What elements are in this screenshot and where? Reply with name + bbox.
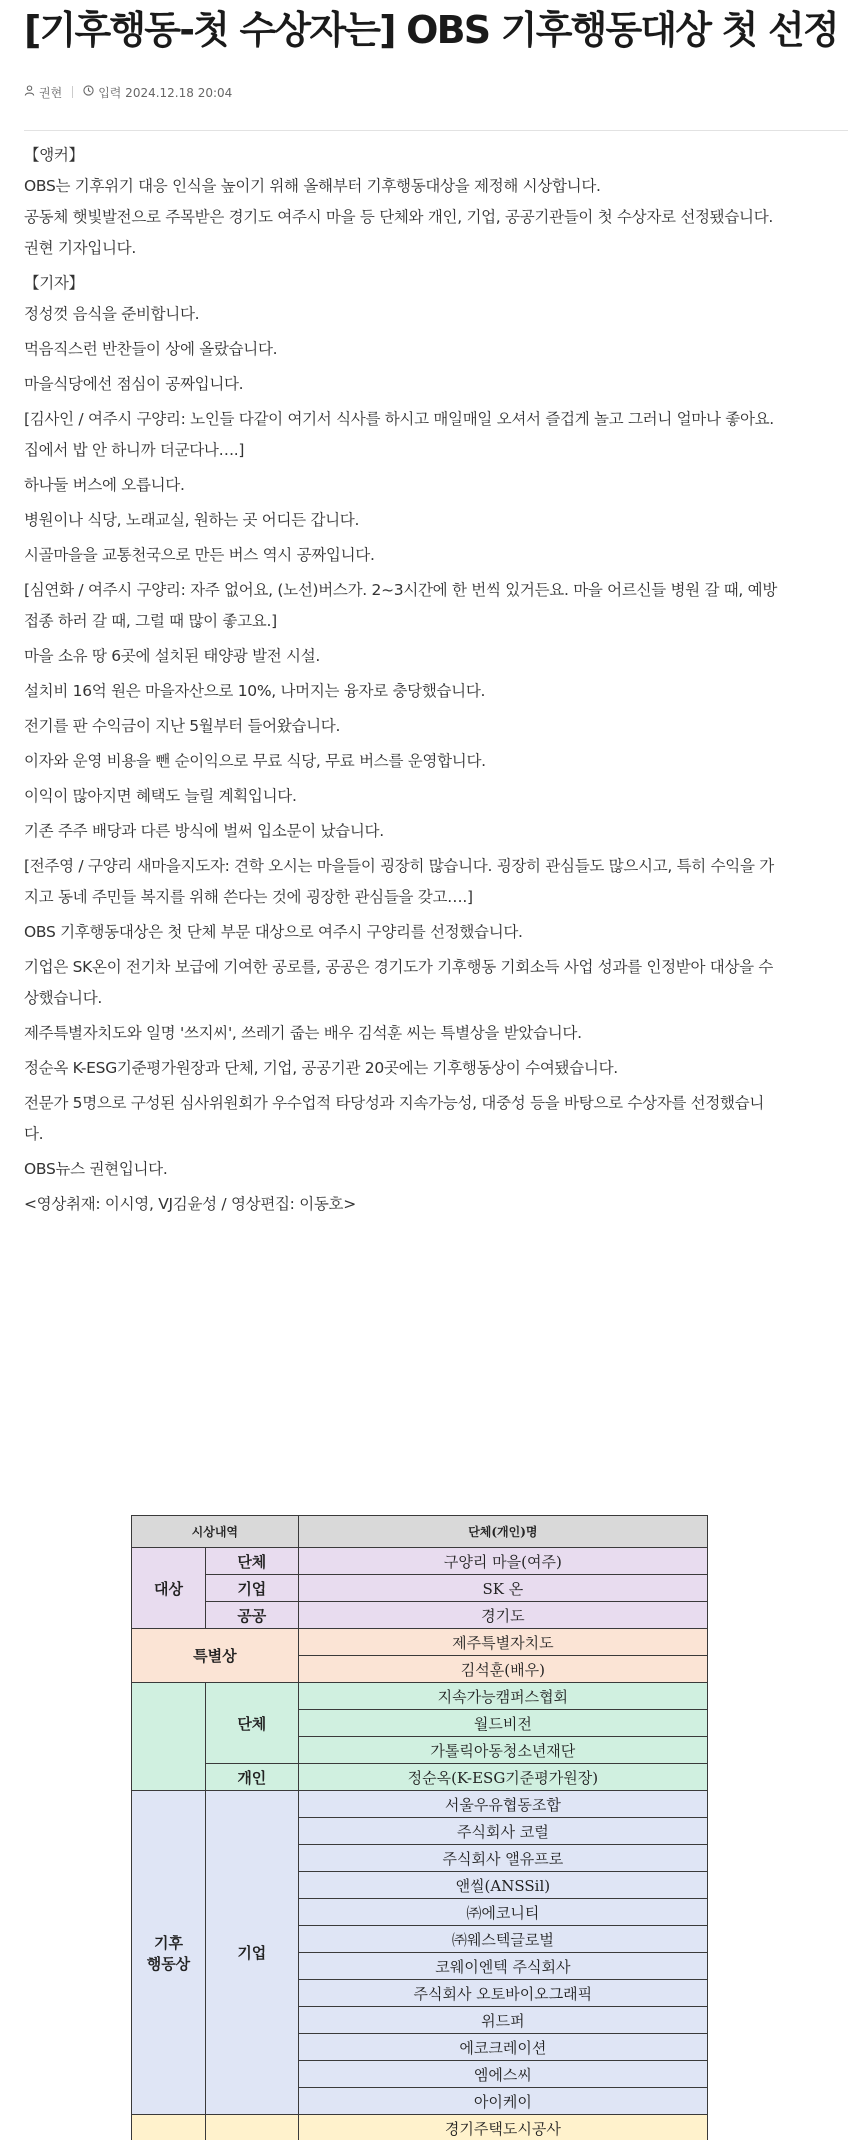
article-paragraph: 하나둘 버스에 오릅니다. [24, 476, 185, 494]
article-title: [기후행동-첫 수상자는] OBS 기후행동대상 첫 선정 [24, 8, 838, 52]
subcategory-public: 공공 [205, 1602, 298, 1629]
author-name[interactable]: 권현 [39, 85, 63, 100]
winner-name: 제주특별자치도 [298, 1629, 707, 1656]
meta-divider [72, 86, 73, 98]
article-paragraph: 다. [24, 1125, 44, 1143]
winner-name: 가톨릭아동청소년재단 [298, 1737, 707, 1764]
winner-name: ㈜웨스텍글로벌 [298, 1926, 707, 1953]
article-paragraph: 지고 동네 주민들 복지를 위해 쓴다는 것에 굉장한 관심들을 갖고….] [24, 888, 473, 906]
article-paragraph: 접종 하러 갈 때, 그럴 때 많이 좋고요.] [24, 612, 277, 630]
article-paragraph: 이자와 운영 비용을 뺀 순이익으로 무료 식당, 무료 버스를 운영합니다. [24, 752, 486, 770]
article-paragraph: [심연화 / 여주시 구양리: 자주 없어요, (노선)버스가. 2~3시간에 한 번씩 있거든요. 마을 어르신들 병원 갈 때, 예방 [24, 581, 778, 599]
clock-icon [83, 85, 94, 99]
winner-name: 엠에스씨 [298, 2061, 707, 2088]
article-paragraph: 권현 기자입니다. [24, 239, 136, 257]
header-divider [24, 130, 848, 131]
article-paragraph: 정순옥 K-ESG기준평가원장과 단체, 기업, 공공기관 20곳에는 기후행동상이 수여됐습니다. [24, 1059, 618, 1077]
winner-name: 경기주택도시공사 [298, 2115, 707, 2140]
article-paragraph: 마을식당에선 점심이 공짜입니다. [24, 375, 244, 393]
winner-name: 구양리 마을(여주) [298, 1548, 707, 1575]
category-special: 특별상 [132, 1629, 299, 1683]
article-paragraph: 상했습니다. [24, 989, 102, 1007]
article-paragraph: 전기를 판 수익금이 지난 5월부터 들어왔습니다. [24, 717, 341, 735]
article-paragraph: 【기자】 [24, 274, 84, 292]
article-paragraph: 기존 주주 배당과 다른 방식에 벌써 입소문이 났습니다. [24, 822, 384, 840]
article-paragraph: 설치비 16억 원은 마을자산으로 10%, 나머지는 융자로 충당했습니다. [24, 682, 486, 700]
category-public-cell [132, 2115, 206, 2140]
winner-name: 에코크레이션 [298, 2034, 707, 2061]
article-meta [24, 82, 232, 102]
article-paragraph: 마을 소유 땅 6곳에 설치된 태양광 발전 시설. [24, 647, 321, 665]
category-climate-action-line1: 기후 [153, 1933, 183, 1952]
article-paragraph: OBS는 기후위기 대응 인식을 높이기 위해 올해부터 기후행동대상을 제정해 시상합니다. [24, 177, 601, 195]
winner-name: 서울우유협동조합 [298, 1791, 707, 1818]
article-paragraph: 전문가 5명으로 구성된 심사위원회가 우수업적 타당성과 지속가능성, 대중성 등을 바탕으로 수상자를 선정했습니 [24, 1094, 765, 1112]
winner-name: SK 온 [298, 1575, 707, 1602]
article-paragraph: OBS 기후행동대상은 첫 단체 부문 대상으로 여주시 구양리를 선정했습니다. [24, 923, 523, 941]
winner-name: 주식회사 오토바이오그래픽 [298, 1980, 707, 2007]
winner-name: 코웨이엔텍 주식회사 [298, 1953, 707, 1980]
article-paragraph: [김사인 / 여주시 구양리: 노인들 다같이 여기서 식사를 하시고 매일매일 오셔서 즐겁게 놀고 그러니 얼마나 좋아요. [24, 410, 774, 428]
subcategory-corp: 기업 [205, 1575, 298, 1602]
article-paragraph: 공동체 햇빛발전으로 주목받은 경기도 여주시 마을 등 단체와 개인, 기업, 공공기관들이 첫 수상자로 선정됐습니다. [24, 208, 773, 226]
article-paragraph: [전주영 / 구양리 새마을지도자: 견학 오시는 마을들이 굉장히 많습니다. 굉장히 관심들도 많으시고, 특히 수익을 가 [24, 857, 774, 875]
category-grand: 대상 [132, 1548, 206, 1629]
winner-name: 지속가능캠퍼스협회 [298, 1683, 707, 1710]
person-icon [24, 85, 35, 99]
article-paragraph: 【앵커】 [24, 146, 84, 164]
subcategory-person: 개인 [205, 1764, 298, 1791]
winner-name: 아이케이 [298, 2088, 707, 2115]
winner-name: 앤씰(ANSSil) [298, 1872, 707, 1899]
winners-table [131, 1515, 708, 2140]
winner-name: 주식회사 앨유프로 [298, 1845, 707, 1872]
winner-name: 경기도 [298, 1602, 707, 1629]
winner-name: 김석훈(배우) [298, 1656, 707, 1683]
category-climate-action [132, 1791, 206, 2115]
article-paragraph: 기업은 SK온이 전기차 보급에 기여한 공로를, 공공은 경기도가 기후행동 기회소득 사업 성과를 인정받아 대상을 수 [24, 958, 774, 976]
article-paragraph: 먹음직스런 반찬들이 상에 올랐습니다. [24, 340, 278, 358]
article-paragraph: 시골마을을 교통천국으로 만든 버스 역시 공짜입니다. [24, 546, 375, 564]
article-paragraph: 집에서 밥 안 하니까 더군다나….] [24, 441, 245, 459]
winner-name: ㈜에코니티 [298, 1899, 707, 1926]
category-action-green-cell [132, 1683, 206, 1791]
article-body [24, 140, 824, 1220]
winner-name: 주식회사 코럴 [298, 1818, 707, 1845]
subcategory-group: 단체 [205, 1548, 298, 1575]
winner-name: 정순옥(K-ESG기준평가원장) [298, 1764, 707, 1791]
published-time: 입력 2024.12.18 20:04 [98, 85, 233, 100]
subcategory-group: 단체 [205, 1683, 298, 1764]
article-paragraph: 이익이 많아지면 혜택도 늘릴 계획입니다. [24, 787, 297, 805]
winner-name: 월드비전 [298, 1710, 707, 1737]
article-paragraph: 제주특별자치도와 일명 '쓰지씨', 쓰레기 줍는 배우 김석훈 씨는 특별상을 받았습니다. [24, 1024, 582, 1042]
winner-name: 위드퍼 [298, 2007, 707, 2034]
article-paragraph: OBS뉴스 권현입니다. [24, 1160, 168, 1178]
table-header-category: 시상내역 [132, 1516, 299, 1548]
subcategory-corp: 기업 [205, 1791, 298, 2115]
table-header-name: 단체(개인)명 [298, 1516, 707, 1548]
article-paragraph: <영상취재: 이시영, VJ김윤성 / 영상편집: 이동호> [24, 1195, 356, 1213]
article-paragraph: 정성껏 음식을 준비합니다. [24, 305, 200, 323]
subcategory-public-cell [205, 2115, 298, 2140]
category-climate-action-line2: 행동상 [146, 1954, 191, 1973]
article-paragraph: 병원이나 식당, 노래교실, 원하는 곳 어디든 갑니다. [24, 511, 360, 529]
